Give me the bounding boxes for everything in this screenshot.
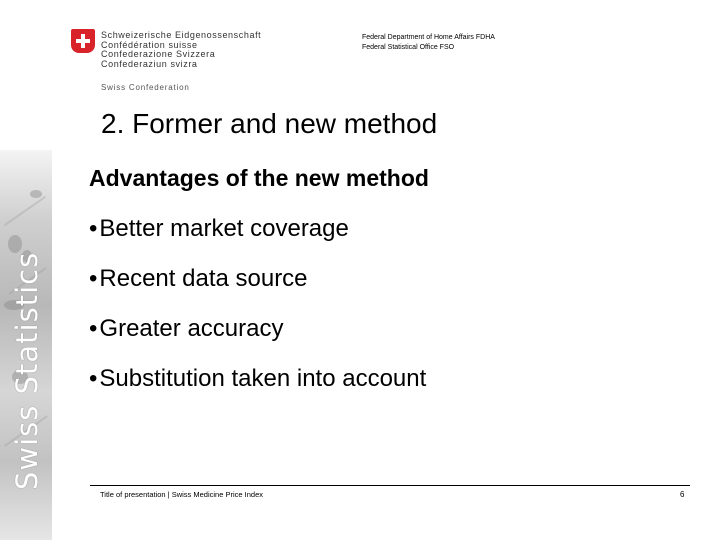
department-info [362,33,495,53]
bullet-item [89,263,426,313]
bullet-item [89,213,426,263]
confederation-name: Confederaziun svizra [101,58,198,69]
bullet-symbol: • [89,365,98,392]
bullet-symbol: • [89,265,98,292]
confederation-name: Schweizerische Eidgenossenschaft [101,30,262,40]
confederation-english: Swiss Confederation [101,83,190,92]
slide-subtitle: Advantages of the new method [89,165,429,191]
page-number: 6 [680,490,685,499]
side-label-swiss-statistics: Swiss Statistics [10,251,44,490]
bullet-text: Better market coverage [99,215,349,242]
slide-title: 2. Former and new method [101,108,438,139]
bullet-symbol: • [89,215,98,242]
bullet-text: Recent data source [99,265,308,292]
bullet-list [89,213,426,413]
footer-divider [90,485,690,486]
bullet-symbol: • [89,315,98,342]
confederation-name: Confédération suisse [101,39,198,50]
department-line: Federal Department of Home Affairs FDHA [362,34,495,41]
swiss-cross-icon [71,29,95,53]
bullet-text: Substitution taken into account [99,365,427,392]
bullet-item [89,363,426,413]
bullet-text: Greater accuracy [99,315,284,342]
footer-text: Title of presentation | Swiss Medicine Price Index [100,490,263,499]
bullet-item [89,313,426,363]
confederation-names [101,31,261,69]
department-line: Federal Statistical Office FSO [362,44,455,51]
confederation-name: Confederazione Svizzera [101,49,216,59]
